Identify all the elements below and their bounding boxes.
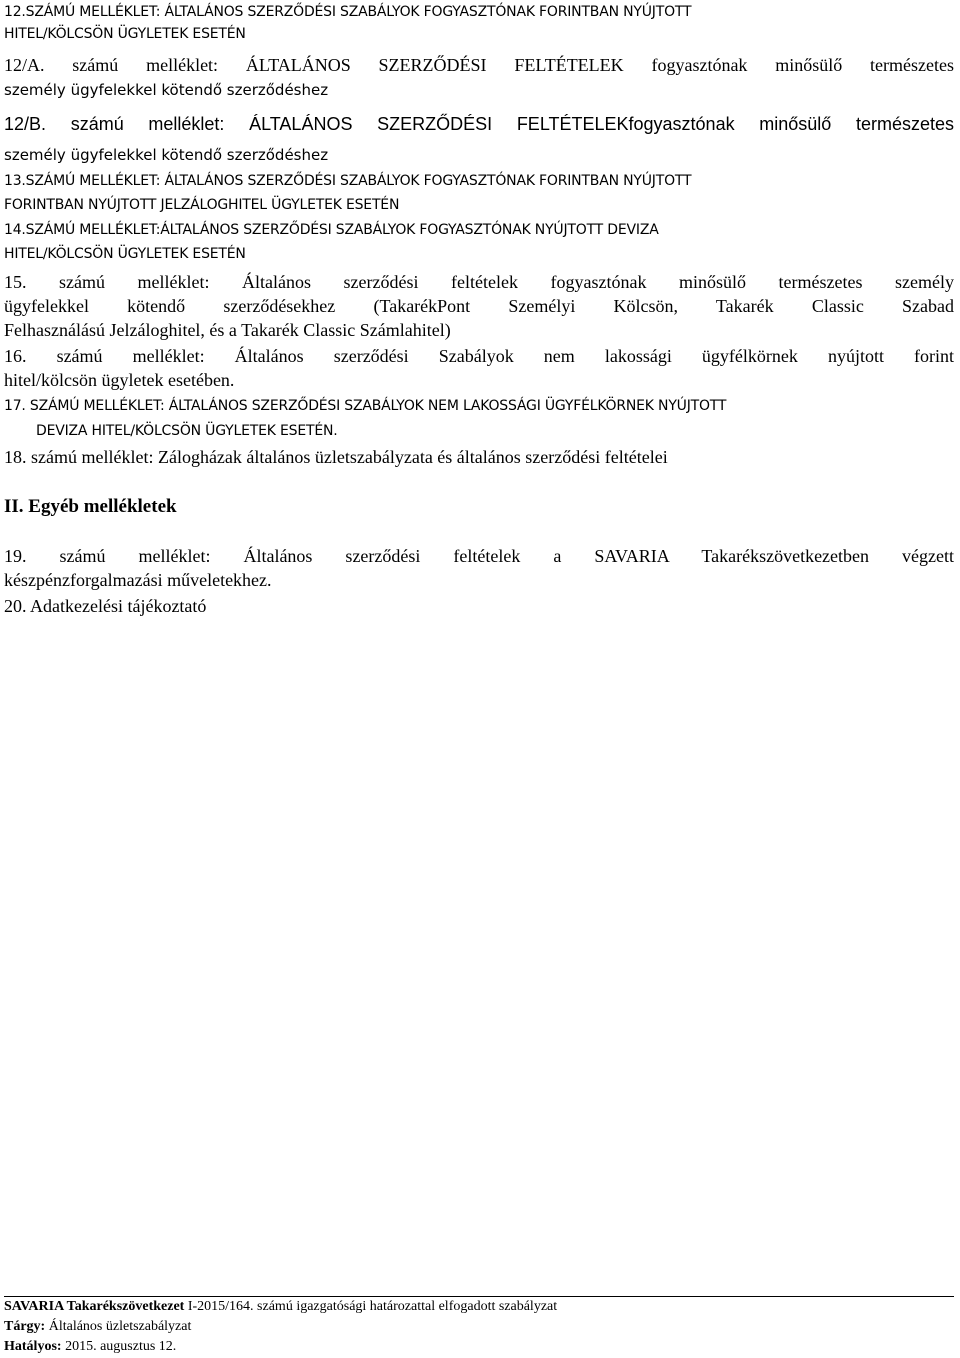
footer-line-subject bbox=[4, 1317, 954, 1337]
footer-ref: I-2015/164. számú igazgatósági határozattal elfogadott szabályzat bbox=[184, 1299, 558, 1314]
item-line: 16. számú melléklet: Általános szerződési Szabályok nem lakossági ügyfélkörnek nyújtott forint bbox=[4, 346, 954, 366]
footer-effective-label: Hatályos: bbox=[4, 1339, 62, 1354]
item-line: személy ügyfelekkel kötendő szerződéshez bbox=[4, 146, 329, 164]
section-heading-text: II. Egyéb mellékletek bbox=[4, 496, 177, 517]
item-line: ügyfelekkel kötendő szerződésekhez (TakarékPont Személyi Kölcsön, Takarék Classic Szabad bbox=[4, 296, 954, 316]
item-line: 12/B. számú melléklet: ÁLTALÁNOS SZERZŐDÉSI FELTÉTELEKfogyasztónak minősülő természetes bbox=[4, 114, 954, 134]
item-line: 17. SZÁMÚ MELLÉKLET: ÁLTALÁNOS SZERZŐDÉSI SZABÁLYOK NEM LAKOSSÁGI ÜGYFÉLKÖRNEK NYÚJTOTT bbox=[4, 398, 727, 414]
item-line: 20. Adatkezelési tájékoztató bbox=[4, 596, 207, 616]
item-line: 14.SZÁMÚ MELLÉKLET:ÁLTALÁNOS SZERZŐDÉSI SZABÁLYOK FOGYASZTÓNAK NYÚJTOTT DEVIZA bbox=[4, 222, 659, 238]
footer-line-effective bbox=[4, 1337, 954, 1357]
item-line: 15. számú melléklet: Általános szerződési feltételek fogyasztónak minősülő természetes személy bbox=[4, 272, 954, 292]
item-line: 12/A. számú melléklet: ÁLTALÁNOS SZERZŐDÉSI FELTÉTELEK fogyasztónak minősülő természetes bbox=[4, 55, 954, 75]
item-line: 12.SZÁMÚ MELLÉKLET: ÁLTALÁNOS SZERZŐDÉSI SZABÁLYOK FOGYASZTÓNAK FORINTBAN NYÚJTOTT bbox=[4, 4, 692, 20]
item-line: készpénzforgalmazási műveletekhez. bbox=[4, 570, 272, 590]
footer-effective: 2015. augusztus 12. bbox=[61, 1339, 177, 1354]
item-line: HITEL/KÖLCSÖN ÜGYLETEK ESETÉN bbox=[4, 26, 246, 42]
item-line: 13.SZÁMÚ MELLÉKLET: ÁLTALÁNOS SZERZŐDÉSI SZABÁLYOK FOGYASZTÓNAK FORINTBAN NYÚJTOTT bbox=[4, 173, 692, 189]
page-footer bbox=[4, 1296, 954, 1357]
footer-subject: Általános üzletszabályzat bbox=[45, 1319, 192, 1334]
footer-line-org bbox=[4, 1297, 954, 1317]
item-line: DEVIZA HITEL/KÖLCSÖN ÜGYLETEK ESETÉN. bbox=[36, 423, 338, 439]
footer-subject-label: Tárgy: bbox=[4, 1319, 46, 1334]
item-line: hitel/kölcsön ügyletek esetében. bbox=[4, 370, 235, 390]
footer-org: SAVARIA Takarékszövetkezet bbox=[4, 1299, 185, 1314]
item-line: 19. számú melléklet: Általános szerződési feltételek a SAVARIA Takarékszövetkezetben végzett bbox=[4, 546, 954, 566]
item-line: személy ügyfelekkel kötendő szerződéshez bbox=[4, 81, 329, 99]
item-line: FORINTBAN NYÚJTOTT JELZÁLOGHITEL ÜGYLETEK ESETÉN bbox=[4, 197, 400, 213]
item-line: HITEL/KÖLCSÖN ÜGYLETEK ESETÉN bbox=[4, 246, 246, 262]
item-line: Felhasználású Jelzáloghitel, és a Takarék Classic Számlahitel) bbox=[4, 320, 451, 340]
item-line: 18. számú melléklet: Zálogházak általános üzletszabályzata és általános szerződési feltételei bbox=[4, 447, 668, 467]
